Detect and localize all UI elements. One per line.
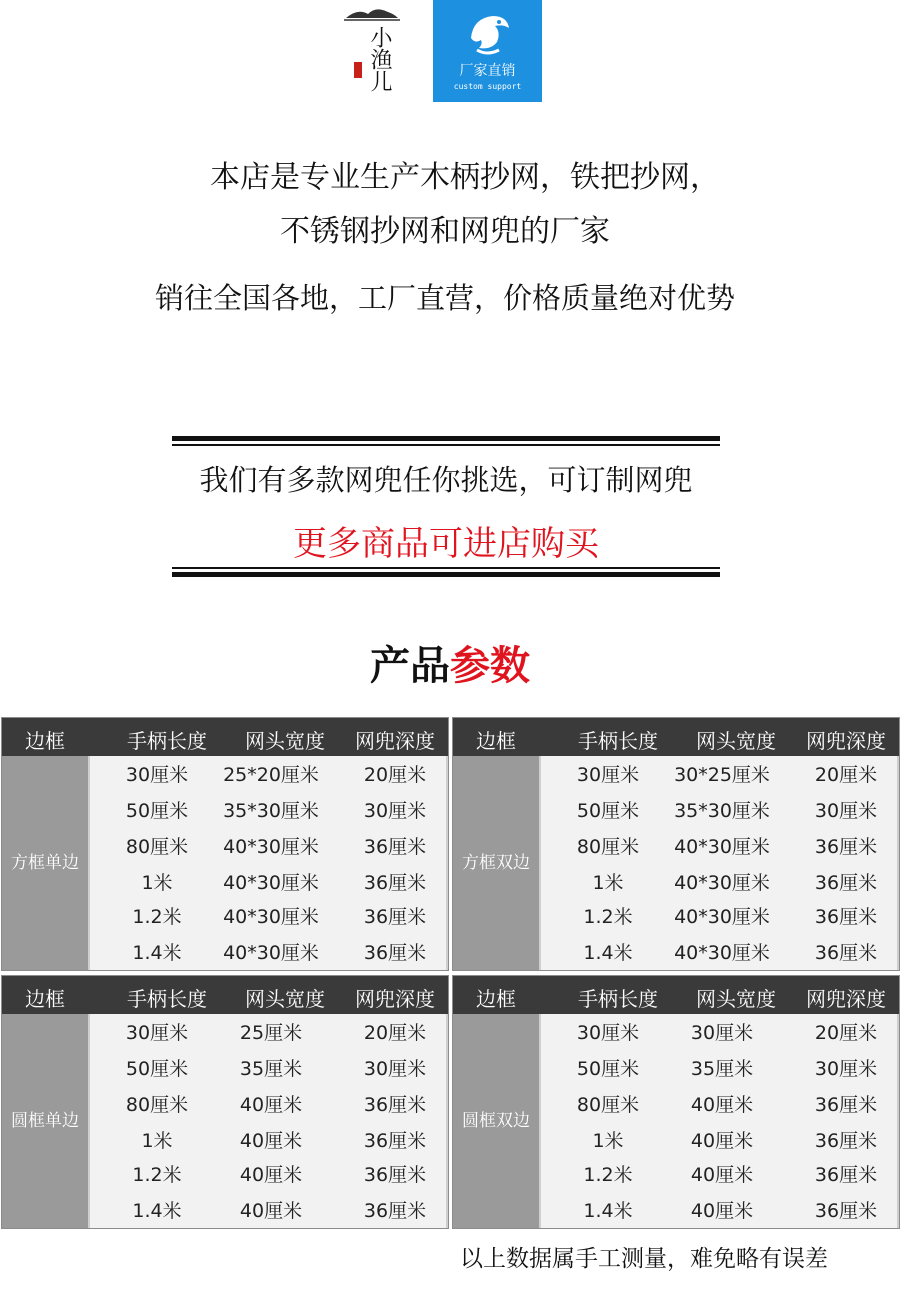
table-cell: 1.4米 bbox=[132, 942, 182, 964]
table-row bbox=[90, 1050, 446, 1086]
table-cell: 1.2米 bbox=[132, 906, 182, 928]
section-title bbox=[0, 634, 900, 691]
header-cell: 边框 bbox=[25, 729, 65, 753]
header-cell: 网头宽度 bbox=[696, 987, 776, 1011]
table-header bbox=[453, 718, 899, 756]
frame-type-cell bbox=[2, 756, 88, 970]
table-cell: 50厘米 bbox=[576, 800, 640, 822]
table-cell: 30厘米 bbox=[814, 800, 878, 822]
table-cell: 80厘米 bbox=[576, 836, 640, 858]
header-cell: 边框 bbox=[25, 987, 65, 1011]
brand-name: 小渔儿 bbox=[367, 26, 392, 92]
table-cell: 40*30厘米 bbox=[674, 906, 770, 928]
table-row bbox=[90, 1156, 446, 1192]
table-cell: 20厘米 bbox=[363, 764, 427, 786]
table-row bbox=[90, 1086, 446, 1122]
table-cell: 1.4米 bbox=[583, 1200, 633, 1222]
spec-table bbox=[452, 975, 900, 1229]
table-row bbox=[541, 898, 897, 934]
table-cell: 36厘米 bbox=[814, 942, 878, 964]
table-cell: 30厘米 bbox=[690, 1022, 754, 1044]
table-row bbox=[90, 864, 446, 900]
table-row bbox=[541, 756, 897, 792]
badge-subtitle: custom support bbox=[453, 82, 522, 91]
table-cell: 40厘米 bbox=[690, 1130, 754, 1152]
frame-type-label: 方框单边 bbox=[11, 853, 79, 873]
table-cell: 36厘米 bbox=[814, 906, 878, 928]
table-header bbox=[453, 976, 899, 1014]
table-row bbox=[541, 1050, 897, 1086]
table-row bbox=[541, 1086, 897, 1122]
badge-title: 厂家直销 bbox=[459, 63, 516, 79]
table-cell: 1米 bbox=[141, 1130, 173, 1152]
frame-type-label: 圆框单边 bbox=[11, 1111, 79, 1131]
table-cell: 30*25厘米 bbox=[674, 764, 770, 786]
table-cell: 36厘米 bbox=[363, 836, 427, 858]
table-cell: 40厘米 bbox=[690, 1094, 754, 1116]
divider-bottom bbox=[172, 567, 720, 577]
table-cell: 50厘米 bbox=[125, 1058, 189, 1080]
table-row bbox=[541, 1156, 897, 1192]
table-cell: 50厘米 bbox=[576, 1058, 640, 1080]
seal-stamp bbox=[354, 62, 362, 78]
table-cell: 40厘米 bbox=[239, 1200, 303, 1222]
intro-line-3: 销往全国各地，工厂直营，价格质量绝对优势 bbox=[154, 281, 735, 315]
table-cell: 40*30厘米 bbox=[674, 942, 770, 964]
header-cell: 手柄长度 bbox=[578, 987, 658, 1011]
table-row bbox=[90, 792, 446, 828]
table-cell: 80厘米 bbox=[576, 1094, 640, 1116]
spec-table bbox=[452, 717, 900, 971]
table-row bbox=[90, 1192, 446, 1228]
table-cell: 30厘米 bbox=[125, 1022, 189, 1044]
table-cell: 30厘米 bbox=[814, 1058, 878, 1080]
header-cell: 边框 bbox=[476, 987, 516, 1011]
table-row bbox=[90, 828, 446, 864]
table-cell: 40*30厘米 bbox=[223, 872, 319, 894]
table-row bbox=[541, 828, 897, 864]
table-row bbox=[541, 864, 897, 900]
intro-line-2: 不锈钢抄网和网兜的厂家 bbox=[280, 214, 610, 249]
table-cell: 1.2米 bbox=[583, 1164, 633, 1186]
header-cell: 手柄长度 bbox=[578, 729, 658, 753]
table-cell: 30厘米 bbox=[576, 764, 640, 786]
table-cell: 36厘米 bbox=[363, 1130, 427, 1152]
table-cell: 20厘米 bbox=[814, 1022, 878, 1044]
table-cell: 40*30厘米 bbox=[674, 836, 770, 858]
divider-top bbox=[172, 436, 720, 446]
table-cell: 36厘米 bbox=[814, 1200, 878, 1222]
spec-table bbox=[1, 975, 449, 1229]
header-cell: 网兜深度 bbox=[355, 729, 435, 753]
table-cell: 40*30厘米 bbox=[223, 906, 319, 928]
table-cell: 36厘米 bbox=[363, 1094, 427, 1116]
frame-type-cell bbox=[2, 1014, 88, 1228]
header-cell: 网头宽度 bbox=[696, 729, 776, 753]
table-row bbox=[90, 934, 446, 970]
table-cell: 40厘米 bbox=[239, 1130, 303, 1152]
table-cell: 20厘米 bbox=[814, 764, 878, 786]
frame-type-label: 圆框双边 bbox=[462, 1111, 530, 1131]
table-cell: 40厘米 bbox=[239, 1094, 303, 1116]
frame-type-cell bbox=[453, 1014, 539, 1228]
table-cell: 30厘米 bbox=[363, 1058, 427, 1080]
frame-type-cell bbox=[453, 756, 539, 970]
table-cell: 25厘米 bbox=[239, 1022, 303, 1044]
table-row bbox=[90, 1014, 446, 1050]
table-cell: 36厘米 bbox=[363, 1200, 427, 1222]
header-cell: 边框 bbox=[476, 729, 516, 753]
table-row bbox=[541, 792, 897, 828]
table-cell: 30厘米 bbox=[576, 1022, 640, 1044]
header-cell: 网兜深度 bbox=[806, 987, 886, 1011]
table-cell: 36厘米 bbox=[363, 1164, 427, 1186]
table-cell: 1.2米 bbox=[132, 1164, 182, 1186]
table-cell: 40*30厘米 bbox=[223, 942, 319, 964]
table-cell: 40*30厘米 bbox=[674, 872, 770, 894]
table-cell: 35厘米 bbox=[239, 1058, 303, 1080]
header-cell: 手柄长度 bbox=[127, 987, 207, 1011]
table-cell: 1米 bbox=[141, 872, 173, 894]
table-cell: 80厘米 bbox=[125, 836, 189, 858]
table-cell: 35*30厘米 bbox=[223, 800, 319, 822]
table-cell: 50厘米 bbox=[125, 800, 189, 822]
section-title-black: 产品 bbox=[370, 643, 450, 689]
table-row bbox=[90, 898, 446, 934]
header-cell: 网兜深度 bbox=[806, 729, 886, 753]
table-cell: 1.4米 bbox=[583, 942, 633, 964]
table-cell: 40厘米 bbox=[239, 1164, 303, 1186]
table-cell: 30厘米 bbox=[125, 764, 189, 786]
table-cell: 40厘米 bbox=[690, 1164, 754, 1186]
table-row bbox=[541, 1122, 897, 1158]
mountain-icon bbox=[344, 6, 400, 22]
table-cell: 40*30厘米 bbox=[223, 836, 319, 858]
section-title-red: 参数 bbox=[450, 643, 530, 689]
header-cell: 手柄长度 bbox=[127, 729, 207, 753]
frame-type-label: 方框双边 bbox=[462, 853, 530, 873]
table-cell: 1.2米 bbox=[583, 906, 633, 928]
table-row bbox=[541, 934, 897, 970]
table-cell: 35厘米 bbox=[690, 1058, 754, 1080]
table-cell: 36厘米 bbox=[363, 942, 427, 964]
header-cell: 网兜深度 bbox=[355, 987, 435, 1011]
table-cell: 40厘米 bbox=[690, 1200, 754, 1222]
table-cell: 36厘米 bbox=[814, 1130, 878, 1152]
table-header bbox=[2, 976, 448, 1014]
footnote: 以上数据属手工测量，难免略有误差 bbox=[460, 1246, 828, 1272]
header-cell: 网头宽度 bbox=[245, 987, 325, 1011]
spec-table bbox=[1, 717, 449, 971]
promo-line-1: 我们有多款网兜任你挑选，可订制网兜 bbox=[199, 463, 693, 497]
table-row bbox=[541, 1014, 897, 1050]
table-cell: 80厘米 bbox=[125, 1094, 189, 1116]
fish-icon bbox=[463, 8, 513, 56]
intro-line-1: 本店是专业生产木柄抄网，铁把抄网， bbox=[210, 160, 720, 195]
factory-direct-badge bbox=[433, 0, 542, 102]
table-cell: 36厘米 bbox=[363, 872, 427, 894]
table-cell: 25*20厘米 bbox=[223, 764, 319, 786]
table-cell: 1米 bbox=[592, 872, 624, 894]
table-cell: 35*30厘米 bbox=[674, 800, 770, 822]
header-cell: 网头宽度 bbox=[245, 729, 325, 753]
table-cell: 36厘米 bbox=[814, 872, 878, 894]
promo-line-2: 更多商品可进店购买 bbox=[293, 524, 599, 564]
table-cell: 20厘米 bbox=[363, 1022, 427, 1044]
table-row bbox=[90, 756, 446, 792]
table-cell: 1米 bbox=[592, 1130, 624, 1152]
table-row bbox=[541, 1192, 897, 1228]
table-cell: 36厘米 bbox=[814, 1164, 878, 1186]
table-row bbox=[90, 1122, 446, 1158]
table-cell: 36厘米 bbox=[814, 836, 878, 858]
table-cell: 1.4米 bbox=[132, 1200, 182, 1222]
table-header bbox=[2, 718, 448, 756]
table-cell: 36厘米 bbox=[814, 1094, 878, 1116]
table-cell: 36厘米 bbox=[363, 906, 427, 928]
table-cell: 30厘米 bbox=[363, 800, 427, 822]
brand-logo bbox=[340, 6, 402, 102]
